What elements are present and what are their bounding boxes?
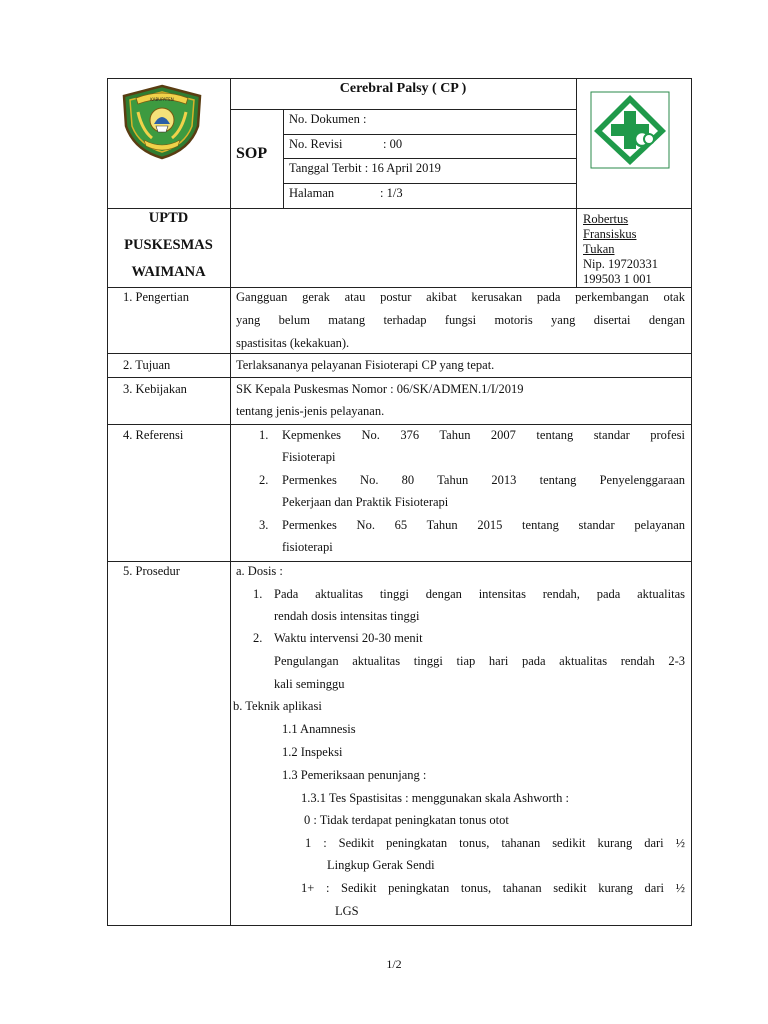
kebijakan-text: SK Kepala Puskesmas Nomor : 06/SK/ADMEN.1/I/2019 [236, 382, 524, 396]
puskesmas-logo [590, 91, 670, 169]
prosedur-text: LGS [335, 904, 359, 918]
prosedur-text: Waktu intervensi 20-30 menit [274, 631, 423, 645]
signer-nip: Nip. 19720331 [583, 257, 658, 271]
section-label-kebijakan: 3. Kebijakan [123, 382, 187, 396]
border [107, 925, 692, 926]
pengertian-text: Gangguan gerak atau postur akibat kerusakan pada perkembangan otak [236, 290, 685, 304]
org-name-line: UPTD [148, 210, 189, 226]
referensi-text: Permenkes No. 65 Tahun 2015 tentang standar pelayanan [282, 518, 685, 532]
border [107, 424, 692, 425]
kebijakan-text: tentang jenis-jenis pelayanan. [236, 404, 385, 418]
referensi-text: Permenkes No. 80 Tahun 2013 tentang Penyelenggaraan [282, 473, 685, 487]
border [107, 208, 692, 209]
referensi-text: Pekerjaan dan Praktik Fisioterapi [282, 495, 449, 509]
prosedur-text: 1 : Sedikit peningkatan tonus, tahanan sedikit kurang dari ½ [305, 836, 685, 850]
prosedur-text: 1.2 Inspeksi [282, 745, 343, 759]
pengertian-text: spastisitas (kekakuan). [236, 336, 350, 350]
referensi-number: 2. [259, 473, 269, 487]
prosedur-text: rendah dosis intensitas tinggi [274, 609, 420, 623]
prosedur-text: 1+ : Sedikit peningkatan tonus, tahanan sedikit kurang dari ½ [301, 881, 685, 895]
border [107, 78, 108, 926]
border [107, 377, 692, 378]
border [576, 78, 577, 288]
border [283, 158, 576, 159]
prosedur-text: Lingkup Gerak Sendi [327, 858, 435, 872]
meta-tanggal-terbit: Tanggal Terbit : 16 April 2019 [289, 161, 441, 175]
section-label-prosedur: 5. Prosedur [123, 564, 180, 578]
meta-no-dokumen: No. Dokumen : [289, 112, 367, 126]
referensi-number: 3. [259, 518, 269, 532]
regency-emblem-logo [120, 84, 204, 160]
prosedur-text: Pada aktualitas tinggi dengan intensitas rendah, pada aktualitas [274, 587, 685, 601]
border [107, 353, 692, 354]
border [107, 287, 692, 288]
referensi-text: Fisioterapi [282, 450, 336, 464]
prosedur-number: 1. [253, 587, 263, 601]
border [283, 109, 284, 209]
pengertian-text: yang belum matang terhadap fungsi motoris yang disertai dengan [236, 313, 685, 327]
border [107, 78, 692, 79]
prosedur-text: 0 : Tidak terdapat peningkatan tonus otot [304, 813, 509, 827]
prosedur-dosis-title: a. Dosis : [236, 564, 283, 578]
border [691, 78, 692, 926]
meta-halaman-label: Halaman [289, 186, 335, 200]
sop-label: SOP [236, 145, 268, 162]
section-label-tujuan: 2. Tujuan [123, 358, 171, 372]
meta-no-revisi-value: : 00 [383, 137, 403, 151]
meta-halaman-value: : 1/3 [380, 186, 403, 200]
page-number: 1/2 [386, 957, 402, 971]
document-title: Cerebral Palsy ( CP ) [339, 81, 467, 96]
section-label-referensi: 4. Referensi [123, 428, 184, 442]
prosedur-text: 1.3 Pemeriksaan penunjang : [282, 768, 427, 782]
prosedur-text: 1.1 Anamnesis [282, 722, 356, 736]
meta-no-revisi-label: No. Revisi [289, 137, 343, 151]
prosedur-text: kali seminggu [274, 677, 345, 691]
border [107, 561, 692, 562]
signer-name: Tukan [583, 242, 615, 256]
org-name-line: WAIMANA [131, 264, 206, 280]
org-name-line: PUSKESMAS [124, 237, 213, 253]
border [283, 183, 576, 184]
referensi-text: fisioterapi [282, 540, 333, 554]
border [283, 134, 576, 135]
tujuan-text: Terlaksananya pelayanan Fisioterapi CP yang tepat. [236, 358, 495, 372]
signer-name: Robertus [583, 212, 629, 226]
referensi-text: Kepmenkes No. 376 Tahun 2007 tentang standar profesi [282, 428, 685, 442]
signer-nip: 199503 1 001 [583, 272, 652, 286]
svg-text:KABUPATEN: KABUPATEN [150, 97, 174, 102]
referensi-number: 1. [259, 428, 269, 442]
prosedur-number: 2. [253, 631, 263, 645]
section-label-pengertian: 1. Pengertian [123, 290, 189, 304]
border [230, 78, 231, 926]
prosedur-text: Pengulangan aktualitas tinggi tiap hari pada aktualitas rendah 2-3 [274, 654, 685, 668]
prosedur-teknik-title: b. Teknik aplikasi [233, 699, 322, 713]
signer-name: Fransiskus [583, 227, 637, 241]
border [230, 109, 576, 110]
prosedur-text: 1.3.1 Tes Spastisitas : menggunakan skala Ashworth : [301, 791, 569, 805]
